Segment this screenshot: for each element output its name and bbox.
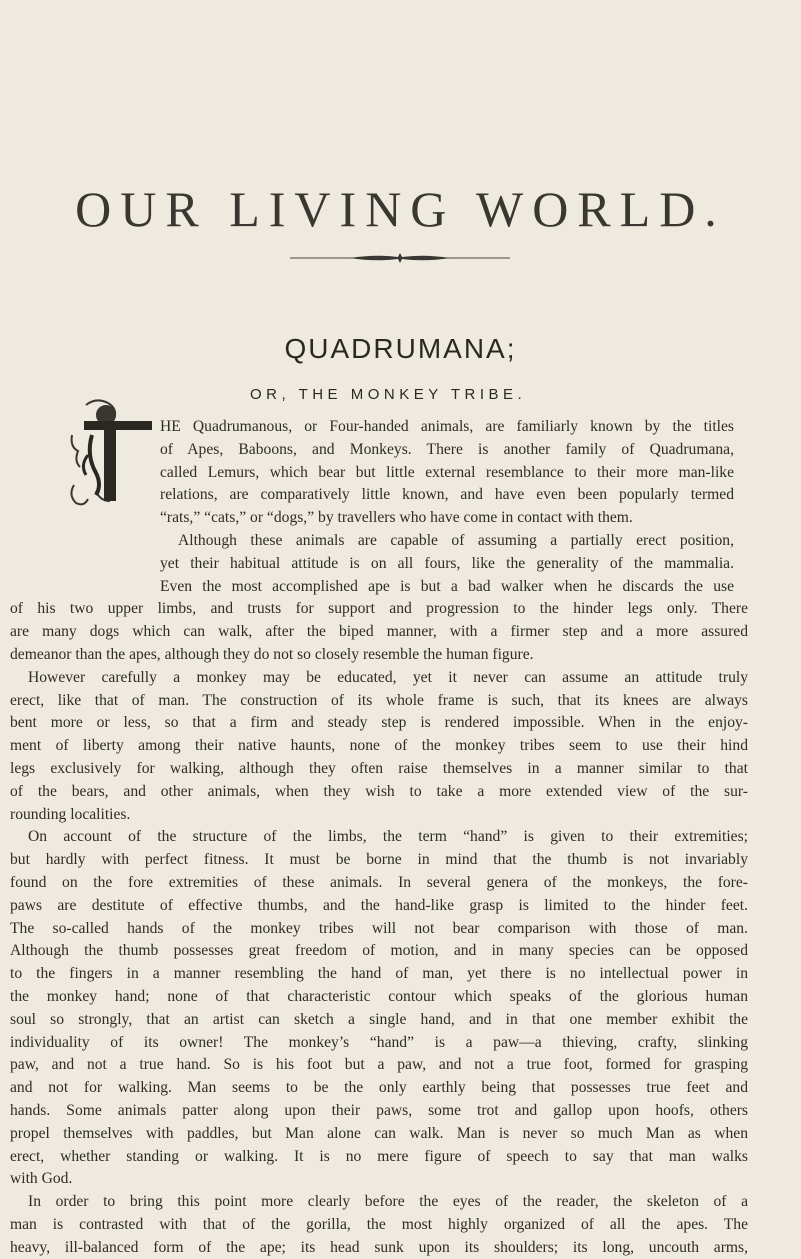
paragraph <box>72 416 734 530</box>
text-line: paws are destitute of effective thumbs, and the hand-like grasp is limited to the hinder feet. <box>10 896 748 914</box>
running-title: OUR LIVING WORLD. <box>75 181 726 237</box>
text-line: bent more or less, so that a firm and steady step is rendered impossible. When in the enjoy- <box>10 714 748 732</box>
text-line: “rats,” “cats,” or “dogs,” by travellers who have come in contact with them. <box>160 509 633 527</box>
text-line: erect, whether standing or walking. It is no mere figure of speech to say that man walks <box>10 1147 748 1165</box>
text-line: rounding localities. <box>10 805 131 823</box>
section-title: QUADRUMANA; <box>284 333 517 364</box>
text-line: are many dogs which can walk, after the biped manner, with a firmer step and a more assured <box>10 623 748 641</box>
text-line: soul so strongly, that an artist can sketch a single hand, and in that one member exhibit the <box>10 1010 748 1028</box>
text-line: Even the most accomplished ape is but a bad walker when he discards the use <box>160 577 734 595</box>
text-line: found on the fore extremities of these animals. In several genera of the monkeys, the fore- <box>10 873 748 891</box>
text-line: The so-called hands of the monkey tribes will not bear comparison with those of man. <box>10 919 748 937</box>
paragraph <box>10 530 748 667</box>
text-line: On account of the structure of the limbs, the term “hand” is given to their extremities; <box>28 828 748 846</box>
text-line: relations, are comparatively little known, and have even been popularly termed <box>160 486 734 504</box>
text-line: individuality of its owner! The monkey’s “hand” is a paw—a thieving, crafty, slinking <box>10 1033 748 1051</box>
text-line: heavy, ill-balanced form of the ape; its head sunk upon its shoulders; its long, uncouth arms, <box>10 1238 748 1256</box>
text-line: erect, like that of man. The construction of its whole frame is such, that its knees are always <box>10 691 748 709</box>
text-line: paw, and not a true hand. So is his foot but a paw, and not a true foot, formed for grasping <box>10 1056 748 1074</box>
text-line: with God. <box>10 1170 73 1188</box>
text-line: In order to bring this point more clearly before the eyes of the reader, the skeleton of a <box>28 1193 748 1211</box>
text-line: to the fingers in a manner resembling the hand of man, yet there is no intellectual power in <box>10 965 748 983</box>
text-line: ment of liberty among their native haunts, none of the monkey tribes seem to use their hind <box>10 737 748 755</box>
text-line: of the bears, and other animals, when they wish to take a more extended view of the sur- <box>10 782 748 800</box>
article-body <box>10 416 748 1259</box>
text-line: legs exclusively for walking, although they often raise themselves in a manner similar to that <box>10 759 748 777</box>
text-line: Although these animals are capable of assuming a partially erect position, <box>178 531 734 549</box>
ornamental-rule-icon <box>290 253 510 263</box>
text-line: but hardly with perfect fitness. It must be borne in mind that the thumb is not invariably <box>10 851 748 869</box>
text-line: of Apes, Baboons, and Monkeys. There is another family of Quadrumana, <box>160 440 734 458</box>
text-line: yet their habitual attitude is on all fours, like the generality of the mammalia. <box>160 554 734 572</box>
text-line: propel themselves with paddles, but Man alone can walk. Man is never so much Man as when <box>10 1124 748 1142</box>
paragraph <box>10 1191 748 1259</box>
text-line: of his two upper limbs, and trusts for support and progression to the hinder legs only. There <box>10 600 748 618</box>
text-line: man is contrasted with that of the gorilla, the most highly organized of all the apes. The <box>10 1215 748 1233</box>
text-line: HE Quadrumanous, or Four-handed animals, are familiarly known by the titles <box>160 418 734 435</box>
paragraph <box>10 667 748 827</box>
section-subtitle: OR, THE MONKEY TRIBE. <box>250 386 527 403</box>
text-line: and not for walking. Man seems to be the only earthly being that possesses true feet and <box>10 1079 748 1097</box>
paragraph <box>10 826 748 1191</box>
text-line: However carefully a monkey may be educated, yet it never can assume an attitude truly <box>28 668 748 686</box>
text-line: called Lemurs, which bear but little external resemblance to their more man-like <box>160 463 734 481</box>
text-line: Although the thumb possesses great freedom of motion, and in many species can be opposed <box>10 942 748 960</box>
text-line: hands. Some animals patter along upon their paws, some trot and gallop upon hoofs, others <box>10 1101 748 1119</box>
text-line: demeanor than the apes, although they do not so closely resemble the human figure. <box>10 645 534 663</box>
text-line: the monkey hand; none of that characteristic contour which speaks of the glorious human <box>10 987 748 1005</box>
